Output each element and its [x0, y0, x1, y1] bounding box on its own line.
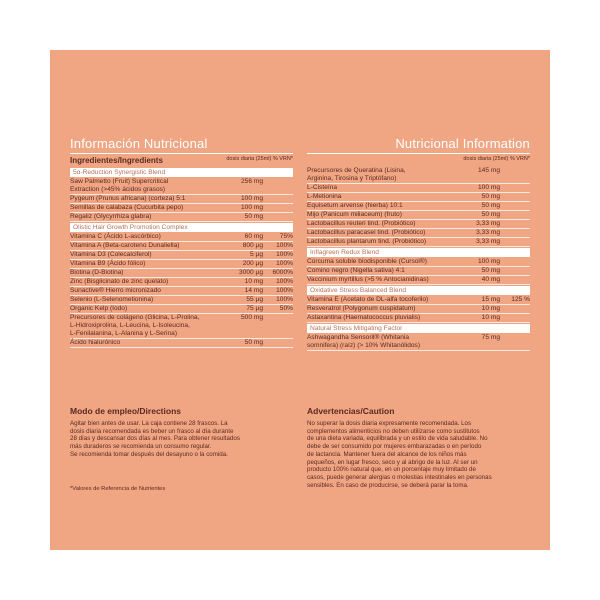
- ingredient-percent: [500, 211, 530, 219]
- ingredient-amount: 100 mg: [478, 258, 500, 265]
- ingredient-amount: 3,33 mg: [476, 220, 500, 227]
- ingredient-amount: 145 mg: [478, 167, 500, 174]
- directions-text: Agitar bien antes de usar. La caja contiene 28 frascos. La dosis diaria recomendada es beber un frasco al día durante 28 días y descansar dos días al mes. Para obtener resultados más duraderos se recomienda un consumo regular. Se recomienda tomar después del desayuno o la comida.: [70, 420, 240, 458]
- ingredient-name: Comino negro (Nigella sativa) 4:1: [307, 267, 405, 274]
- ingredient-row: [307, 258, 530, 267]
- ingredient-percent: [263, 213, 293, 221]
- nutrition-label-panel: [50, 50, 550, 550]
- ingredient-row: [70, 178, 293, 195]
- ingredient-name: Lactobacillus reuteri tind. (Probiótico): [307, 220, 416, 227]
- directions-title: Modo de empleo/Directions: [70, 406, 181, 416]
- section-header: Inflagreen Redux Blend: [307, 248, 530, 257]
- ingredient-row: [307, 314, 530, 323]
- right-heading-divider: [307, 153, 530, 154]
- ingredient-row: [307, 296, 530, 305]
- ingredient-percent: [263, 178, 293, 194]
- ingredient-amount: 55 µg: [246, 296, 263, 303]
- ingredient-name: Pygeum (Prunus africana) (corteza) 5:1: [70, 195, 186, 202]
- ingredient-row: [70, 287, 293, 296]
- left-heading-divider: [70, 153, 293, 154]
- ingredient-amount: 50 mg: [244, 213, 263, 220]
- ingredient-percent: [500, 334, 530, 350]
- ingredient-percent: [500, 276, 530, 284]
- ingredient-name: Organic Kelp (Iodo): [70, 305, 128, 312]
- ingredient-percent: 100%: [276, 296, 293, 303]
- ingredient-amount: 50 mg: [481, 211, 500, 218]
- ingredient-percent: 50%: [279, 305, 293, 312]
- ingredient-name: Vitamina C (Ácido L-ascórbico): [70, 233, 161, 240]
- ingredient-name: Vitamina A (Beta-caroteno Dunaliella): [70, 242, 180, 249]
- ingredient-percent: [263, 339, 293, 347]
- ingredient-percent: 100%: [276, 278, 293, 285]
- ingredient-amount: 10 mg: [481, 305, 500, 312]
- ingredient-percent: [500, 220, 530, 228]
- ingredient-name: Cúrcuma soluble biodisponible (Cursol®): [307, 258, 427, 265]
- ingredient-amount: 200 µg: [242, 260, 263, 267]
- ingredient-name: Saw Palmetto (Fruit) Supercritical Extraction (>45% ácidos grasos): [70, 178, 169, 193]
- ingredient-amount: 15 mg: [481, 296, 500, 303]
- english-heading: Nutricional Information: [395, 136, 530, 151]
- left-ingredient-table: [70, 167, 293, 348]
- ingredient-percent: 100%: [276, 251, 293, 258]
- ingredient-amount: 50 mg: [481, 193, 500, 200]
- ingredient-amount: 10 mg: [244, 278, 263, 285]
- ingredient-percent: [500, 238, 530, 246]
- ingredient-row: [307, 220, 530, 229]
- ingredient-amount: 40 mg: [481, 276, 500, 283]
- ingredient-percent: [263, 195, 293, 203]
- ingredient-percent: 75%: [279, 233, 293, 240]
- ingredient-row: [307, 238, 530, 247]
- ingredient-amount: 3,33 mg: [476, 229, 500, 236]
- ingredient-row: [70, 269, 293, 278]
- ingredient-percent: 100%: [276, 242, 293, 249]
- footnote: *Valores de Referencia de Nutrientes: [70, 486, 166, 492]
- right-table-header: [307, 156, 530, 166]
- ingredient-name: Ashwagandha Sensoril® (Whitania somnifera) (raíz) (> 10% Whitanólidos): [307, 334, 421, 349]
- ingredient-amount: 3000 µg: [239, 269, 263, 276]
- ingredient-percent: [500, 167, 530, 183]
- ingredient-percent: [500, 184, 530, 192]
- ingredient-name: Lactobacillus plantarum tind. (Probiótico): [307, 238, 427, 245]
- ingredient-row: [70, 204, 293, 213]
- ingredient-percent: [263, 314, 293, 338]
- ingredient-amount: 50 mg: [481, 267, 500, 274]
- ingredient-percent: 6000%: [272, 269, 293, 276]
- ingredient-row: [70, 314, 293, 339]
- ingredient-amount: 10 mg: [481, 314, 500, 321]
- ingredient-name: Lactobacillus paracasei tind. (Probiótico): [307, 229, 426, 236]
- ingredient-percent: [500, 267, 530, 275]
- ingredient-name: Vitamina E (Acetato de DL-alfa tocoferilo): [307, 296, 429, 303]
- ingredient-amount: 5 µg: [250, 251, 263, 258]
- ingredient-row: [70, 278, 293, 287]
- section-header: 5α-Reduction Synergistic Blend: [70, 168, 293, 177]
- ingredient-amount: 800 µg: [242, 242, 263, 249]
- ingredient-name: Vitamina B9 (Ácido fólico): [70, 260, 146, 267]
- ingredient-name: Precursores de colágeno (Glicina, L-Prolina, L-Hidroxiprolina, L-Leucina, L-Isoleucina, L-Fenilalanina, L-Alanina y L-Serina): [70, 314, 200, 337]
- ingredient-name: Selenio (L-Selenometionina): [70, 296, 154, 303]
- ingredient-percent: [500, 229, 530, 237]
- ingredient-name: Vitamina D3 (Colecalciferol): [70, 251, 152, 258]
- ingredient-amount: 75 µg: [246, 305, 263, 312]
- ingredient-percent: 100%: [276, 260, 293, 267]
- ingredient-name: Sunactive® Hierro micronizado: [70, 287, 161, 294]
- ingredient-row: [70, 339, 293, 348]
- ingredient-name: Resveratrol (Polygonum cuspidatum): [307, 305, 416, 312]
- ingredient-row: [70, 213, 293, 222]
- ingredient-amount: 14 mg: [244, 287, 263, 294]
- ingredient-row: [307, 211, 530, 220]
- ingredient-row: [307, 229, 530, 238]
- ingredient-name: L-Metionina: [307, 193, 342, 200]
- ingredient-name: Astaxantina (Haematococcus pluvialis): [307, 314, 421, 321]
- ingredient-name: Equisetum arvense (hierba) 10:1: [307, 202, 403, 209]
- caution-text: No superar la dosis diaria expresamente recomendada. Los complementos alimenticios no deben utilizarse como sustitutos de una dieta variada, equilibrada y un estilo de vida saludable. No debe de ser consumido por mujeres embarazadas o en período de lactancia. Mantener fuera del alcance de los niños más pequeños, en lugar fresco, seco y al abrigo de la luz. Al ser un producto 100% natural que, en un porcentaje muy limitado de casos, puede generar alergias o molestias intestinales en personas sensibles. En caso de producirse, se deberá parar la toma.: [307, 420, 492, 489]
- ingredient-row: [70, 233, 293, 242]
- ingredient-amount: 3,33 mg: [476, 238, 500, 245]
- right-ingredient-table: [307, 167, 530, 351]
- ingredient-name: Regaliz (Glycyrrhiza glabra): [70, 213, 152, 220]
- ingredient-row: [70, 296, 293, 305]
- ingredient-row: [307, 193, 530, 202]
- ingredient-percent: [500, 314, 530, 322]
- ingredient-amount: 50 mg: [481, 202, 500, 209]
- ingredient-row: [307, 184, 530, 193]
- ingredient-percent: [263, 204, 293, 212]
- left-table-header: [70, 156, 293, 166]
- ingredient-row: [307, 334, 530, 351]
- ingredient-percent: [500, 202, 530, 210]
- ingredient-amount: 256 mg: [241, 178, 263, 185]
- ingredient-row: [70, 251, 293, 260]
- ingredient-name: L-Cisteína: [307, 184, 338, 191]
- ingredient-amount: 50 mg: [244, 339, 263, 346]
- ingredient-percent: 125 %: [511, 296, 530, 303]
- ingredient-amount: 100 mg: [478, 184, 500, 191]
- section-header: Natural Stress Mitigating Factor: [307, 324, 530, 333]
- ingredient-row: [70, 195, 293, 204]
- ingredient-name: Semillas de calabaza (Cucurbita pepo): [70, 204, 184, 211]
- section-header: Oxidative Stress Balanced Blend: [307, 286, 530, 295]
- right-dose-header: dosis diaria (25ml) % VRN*: [463, 156, 530, 162]
- ingredient-name: Vaccinium myrtillus (>5 % Antocianidinas): [307, 276, 429, 283]
- ingredient-name: Precursores de Queratina (Lisina, Arginina, Tirosina y Triptófano): [307, 167, 406, 182]
- ingredient-row: [307, 167, 530, 184]
- ingredient-amount: 100 mg: [241, 195, 263, 202]
- ingredient-name: Zinc (Bisglicinato de zinc quelato): [70, 278, 169, 285]
- ingredient-name: Biotina (D-Biotina): [70, 269, 124, 276]
- ingredient-row: [307, 267, 530, 276]
- ingredient-row: [70, 305, 293, 314]
- ingredient-row: [307, 305, 530, 314]
- ingredient-amount: 500 mg: [241, 314, 263, 321]
- ingredient-row: [70, 242, 293, 251]
- spanish-heading: Información Nutricional: [70, 136, 208, 151]
- ingredient-row: [70, 260, 293, 269]
- ingredient-percent: [500, 305, 530, 313]
- ingredients-title: Ingredientes/Ingredients: [70, 156, 163, 165]
- ingredient-name: Mijo (Panicum miliaceum) (fruto): [307, 211, 402, 218]
- ingredient-row: [307, 202, 530, 211]
- ingredient-amount: 75 mg: [481, 334, 500, 341]
- caution-title: Advertencias/Caution: [307, 406, 395, 416]
- ingredient-amount: 60 mg: [244, 233, 263, 240]
- ingredient-name: Ácido hialurónico: [70, 339, 121, 346]
- ingredient-percent: [500, 193, 530, 201]
- section-header: Olistic Hair Growth Promotion Complex: [70, 223, 293, 232]
- ingredient-percent: 100%: [276, 287, 293, 294]
- left-dose-header: dosis diaria (25ml) % VRN*: [226, 156, 293, 162]
- ingredient-amount: 100 mg: [241, 204, 263, 211]
- ingredient-percent: [500, 258, 530, 266]
- ingredient-row: [307, 276, 530, 285]
